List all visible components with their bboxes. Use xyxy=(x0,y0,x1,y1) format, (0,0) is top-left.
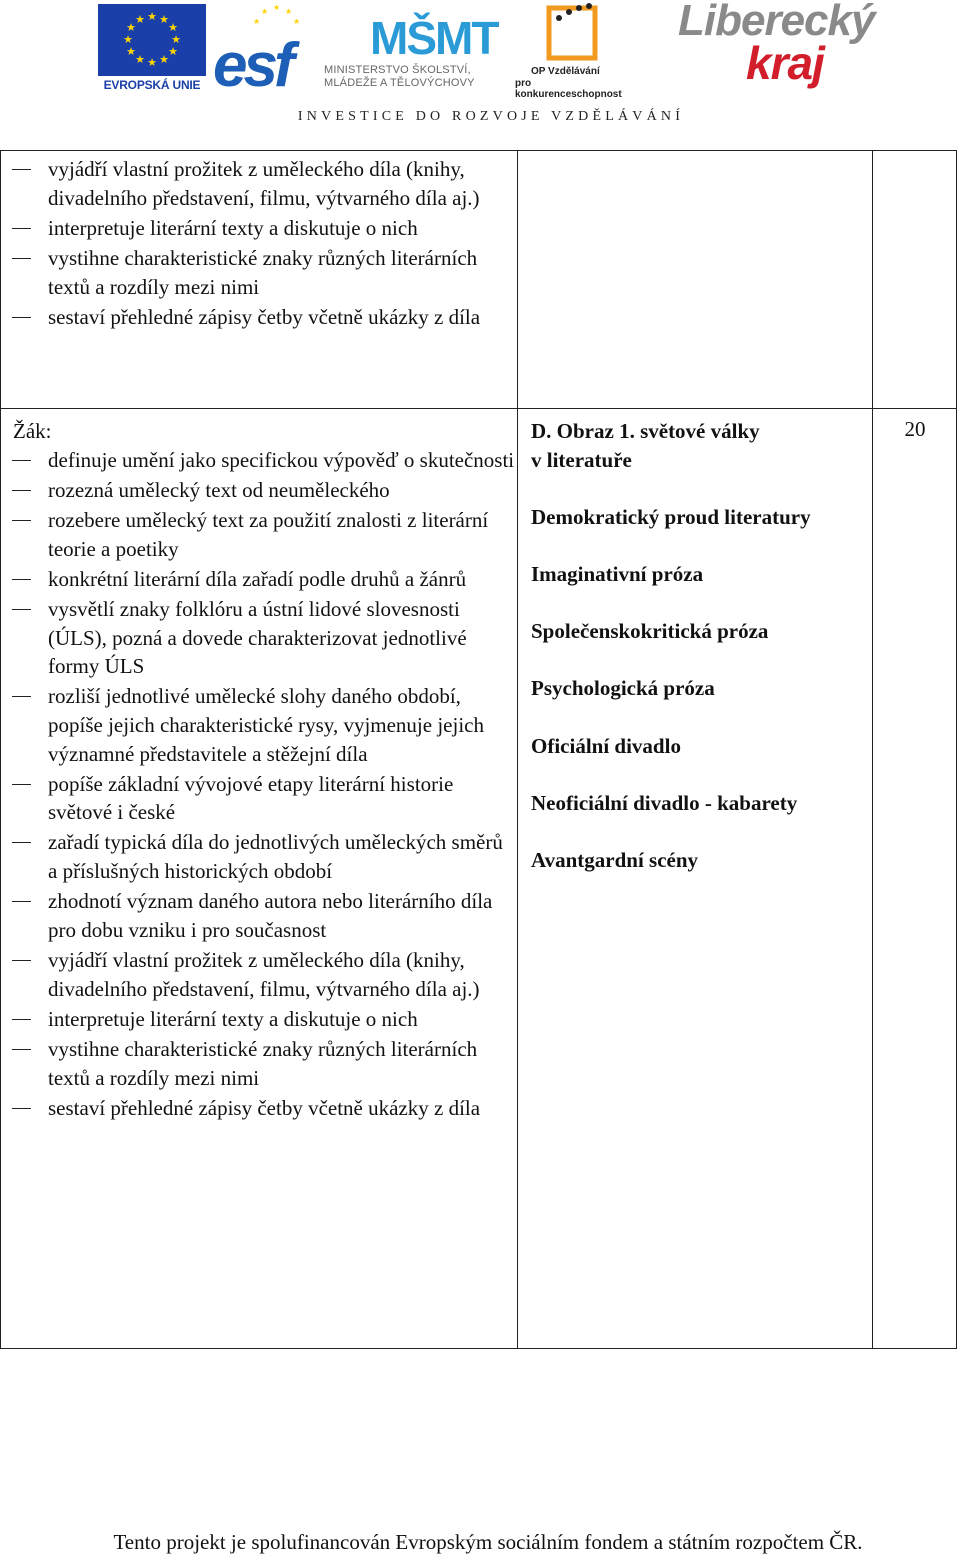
row2-topics xyxy=(531,417,871,875)
svg-text:★: ★ xyxy=(168,21,178,34)
eu-logo xyxy=(98,4,206,90)
list-item: rozliší jednotlivé umělecké slohy daného období, popíše jejich charakteristické rysy, vyjmenuje jejich významné představitele a stěžejní díla xyxy=(1,682,517,768)
svg-text:★: ★ xyxy=(126,45,136,58)
row2-hours: 20 xyxy=(904,417,926,441)
outcome-list xyxy=(1,155,517,331)
list-item: rozezná umělecký text od neuměleckého xyxy=(1,476,517,505)
list-item: rozebere umělecký text za použití znalosti z literární teorie a poetiky xyxy=(1,506,517,563)
svg-text:★: ★ xyxy=(168,45,178,58)
svg-text:★: ★ xyxy=(285,7,293,16)
row2-outcomes xyxy=(1,417,517,1124)
svg-text:★: ★ xyxy=(147,10,157,23)
svg-text:★: ★ xyxy=(273,3,281,12)
svg-text:★: ★ xyxy=(123,33,133,46)
list-item: interpretuje literární texty a diskutuje o nich xyxy=(1,214,517,243)
msmt-line1: MINISTERSTVO ŠKOLSTVÍ, xyxy=(324,64,471,76)
eu-flag-icon xyxy=(98,4,206,76)
svg-text:★: ★ xyxy=(293,17,301,26)
esf-wordmark: esf xyxy=(213,31,291,92)
svg-text:★: ★ xyxy=(171,33,181,46)
list-item: konkrétní literární díla zařadí podle druhů a žánrů xyxy=(1,565,517,594)
topic-item: Oficiální divadlo xyxy=(531,733,681,758)
topic-item: Společenskokritická próza xyxy=(531,619,769,644)
page-header xyxy=(0,0,960,130)
topic-heading: v literatuře xyxy=(531,447,632,472)
svg-text:★: ★ xyxy=(159,13,169,26)
column-divider xyxy=(517,151,518,1348)
liberecky-line2: kraj xyxy=(746,37,824,89)
liberecky-kraj-logo xyxy=(660,0,875,92)
list-item: sestaví přehledné zápisy četby včetně ukázky z díla xyxy=(1,303,517,332)
msmt-line2: MLÁDEŽE A TĚLOVÝCHOVY xyxy=(324,77,475,89)
svg-text:★: ★ xyxy=(135,53,145,66)
msmt-wordmark: MŠMT xyxy=(370,12,498,62)
student-label: Žák: xyxy=(13,419,52,443)
row1-outcomes xyxy=(1,155,517,333)
esf-logo xyxy=(211,0,316,92)
liberecky-line1: Liberecký xyxy=(678,0,875,45)
op-logo xyxy=(511,0,636,100)
svg-text:★: ★ xyxy=(159,53,169,66)
list-item: vysvětlí znaky folklóru a ústní lidové slovesnosti (ÚLS), pozná a dovede charakterizovat jednotlivé formy ÚLS xyxy=(1,595,517,681)
eu-caption: EVROPSKÁ UNIE xyxy=(103,78,201,92)
op-line1: OP Vzdělávání xyxy=(531,66,600,77)
topic-item: Imaginativní próza xyxy=(531,561,704,586)
outcome-list xyxy=(1,446,517,1123)
list-item: vyjádří vlastní prožitek z uměleckého díla (knihy, divadelního představení, filmu, výtvarného díla aj.) xyxy=(1,946,517,1003)
svg-text:★: ★ xyxy=(135,13,145,26)
list-item: vystihne charakteristické znaky různých literárních textů a rozdíly mezi nimi xyxy=(1,1035,517,1092)
op-line2: pro konkurenceschopnost xyxy=(515,78,622,100)
list-item: popíše základní vývojové etapy literární historie světové i české xyxy=(1,770,517,827)
list-item: definuje umění jako specifickou výpověď o skutečnosti xyxy=(1,446,517,475)
curriculum-table xyxy=(0,150,957,1349)
list-item: vystihne charakteristické znaky různých literárních textů a rozdíly mezi nimi xyxy=(1,244,517,301)
svg-text:★: ★ xyxy=(126,21,136,34)
list-item: zařadí typická díla do jednotlivých uměleckých směrů a příslušných historických období xyxy=(1,828,517,885)
investice-slogan: INVESTICE DO ROZVOJE VZDĚLÁVÁNÍ xyxy=(297,109,685,124)
svg-text:★: ★ xyxy=(147,56,157,69)
list-item: sestaví přehledné zápisy četby včetně ukázky z díla xyxy=(1,1094,517,1123)
row-divider xyxy=(1,408,956,409)
topic-item: Demokratický proud literatury xyxy=(531,504,811,529)
topic-heading: D. Obraz 1. světové války xyxy=(531,419,760,443)
topic-item: Psychologická próza xyxy=(531,676,715,701)
op-emblem-icon xyxy=(511,0,636,62)
list-item: interpretuje literární texty a diskutuje o nich xyxy=(1,1005,517,1034)
list-item: zhodnotí význam daného autora nebo literárního díla pro dobu vzniku i pro současnost xyxy=(1,887,517,944)
topic-item: Neoficiální divadlo - kabarety xyxy=(531,790,798,815)
column-divider xyxy=(872,151,873,1348)
page-footer: Tento projekt je spolufinancován Evropským sociálním fondem a státním rozpočtem ČR. xyxy=(113,1530,863,1554)
list-item: vyjádří vlastní prožitek z uměleckého díla (knihy, divadelního představení, filmu, výtvarného díla aj.) xyxy=(1,155,517,212)
svg-text:★: ★ xyxy=(261,7,269,16)
svg-text:★: ★ xyxy=(253,17,261,26)
topic-item: Avantgardní scény xyxy=(531,847,699,872)
msmt-logo xyxy=(322,0,512,92)
